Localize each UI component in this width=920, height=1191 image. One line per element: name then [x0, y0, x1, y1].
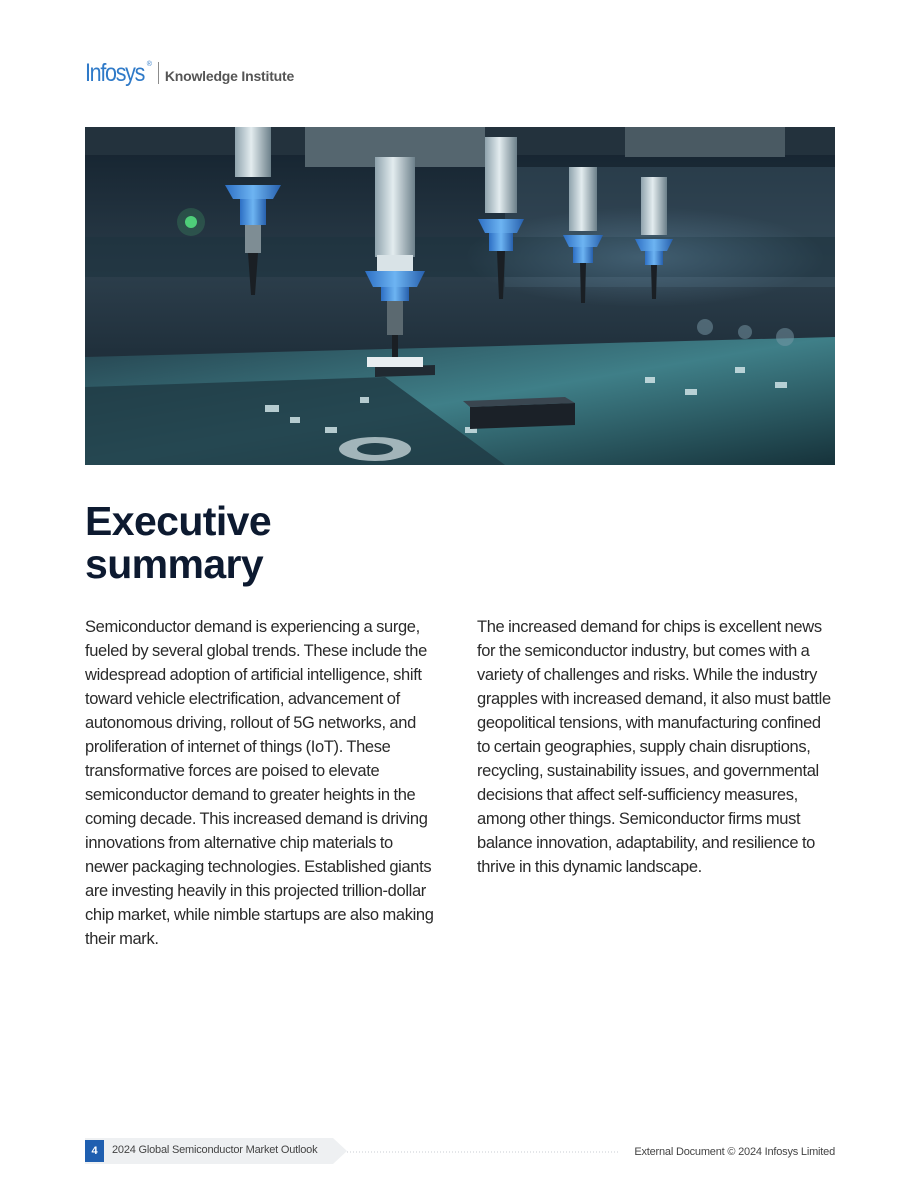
header: [85, 58, 294, 88]
title-line-1: Executive: [85, 498, 272, 544]
page-footer: [85, 1138, 835, 1164]
title-line-2: summary: [85, 541, 264, 587]
infosys-logo: Infosys: [85, 58, 145, 87]
body-paragraph-left: Semiconductor demand is experiencing a surge, fueled by several global trends. These include the widespread adoption of artificial intelligence, shift toward vehicle electrification, advancement of autonomous driving, rollout of 5G networks, and proliferation of internet of things (IoT). These transformative forces are poised to elevate semiconductor demand to greater heights in the coming decade. This increased demand is driving innovations from alternative chip materials to newer packaging technologies. Established giants are investing heavily in this projected trillion-dollar chip market, while nimble startups are also making their mark.: [85, 618, 434, 948]
page-title: [85, 500, 405, 586]
footer-copyright: External Document © 2024 Infosys Limited: [634, 1146, 835, 1158]
semiconductor-machine-illustration: [85, 127, 835, 465]
header-divider: [158, 62, 159, 84]
body-paragraph-right: The increased demand for chips is excellent news for the semiconductor industry, but comes with a variety of challenges and risks. While the industry grapples with increased demand, it also must battle geopolitical tensions, with manufacturing confined to certain geographies, supply chain disruptions, recycling, sustainability issues, and governmental decisions that affect self-sufficiency measures, among other things. Semiconductor firms must balance innovation, adaptability, and resilience to thrive in this dynamic landscape.: [477, 618, 831, 876]
registered-mark: ®: [146, 60, 152, 68]
institute-name: Knowledge Institute: [164, 68, 295, 84]
hero-image: [85, 127, 835, 465]
page-number: 4: [85, 1140, 104, 1162]
footer-doc-title: 2024 Global Semiconductor Market Outlook: [112, 1144, 318, 1156]
